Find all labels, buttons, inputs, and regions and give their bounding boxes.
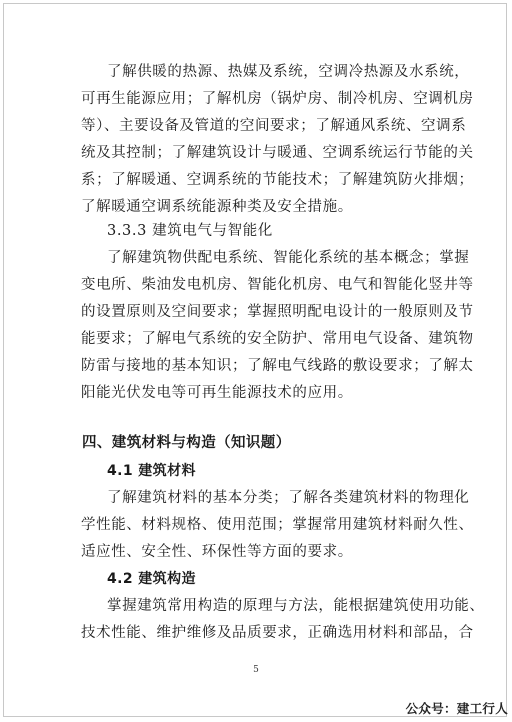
text-line: 系；了解暖通、空调系统的节能技术；了解建筑防火排烟； xyxy=(81,172,474,188)
text-line: 了解暖通空调系统能源种类及安全措施。 xyxy=(81,199,353,215)
text-line: 变电所、柴油发电机房、智能化机房、电气和智能化竖井等 xyxy=(81,277,474,293)
section-heading-4-2: 4.2 建筑构造 xyxy=(107,571,196,587)
text-line: 可再生能源应用；了解机房（锅炉房、制冷机房、空调机房 xyxy=(81,91,474,107)
section-heading-3-3-3: 3.3.3 建筑电气与智能化 xyxy=(107,223,273,239)
text-line: 的设置原则及空间要求；掌握照明配电设计的一般原则及节 xyxy=(81,304,474,320)
text-line: 适应性、安全性、环保性等方面的要求。 xyxy=(81,544,353,560)
text-line: 学性能、材料规格、使用范围；掌握常用建筑材料耐久性、 xyxy=(81,517,474,533)
text-line: 阳能光伏发电等可再生能源技术的应用。 xyxy=(81,385,353,401)
text-line: 了解建筑材料的基本分类；了解各类建筑材料的物理化 xyxy=(107,490,470,506)
page-number: 5 xyxy=(253,665,259,675)
watermark: 公众号：建工行人 xyxy=(405,701,508,716)
text-line: 掌握建筑常用构造的原理与方法，能根据建筑使用功能、 xyxy=(107,598,485,614)
text-line: 统及其控制；了解建筑设计与暖通、空调系统运行节能的关 xyxy=(81,145,474,161)
section-heading-4: 四、建筑材料与构造（知识题） xyxy=(82,435,291,451)
text-line: 技术性能、维护维修及品质要求，正确选用材料和部品，合 xyxy=(81,625,474,641)
section-heading-4-1: 4.1 建筑材料 xyxy=(107,463,196,479)
text-line: 了解供暖的热源、热媒及系统，空调冷热源及水系统， xyxy=(107,64,470,80)
text-line: 防雷与接地的基本知识；了解电气线路的敷设要求；了解太 xyxy=(81,358,474,374)
text-line: 了解建筑物供配电系统、智能化系统的基本概念；掌握 xyxy=(107,250,470,266)
text-line: 能要求；了解电气系统的安全防护、常用电气设备、建筑物 xyxy=(81,331,474,347)
text-line: 等）、主要设备及管道的空间要求；了解通风系统、空调系 xyxy=(81,118,467,134)
